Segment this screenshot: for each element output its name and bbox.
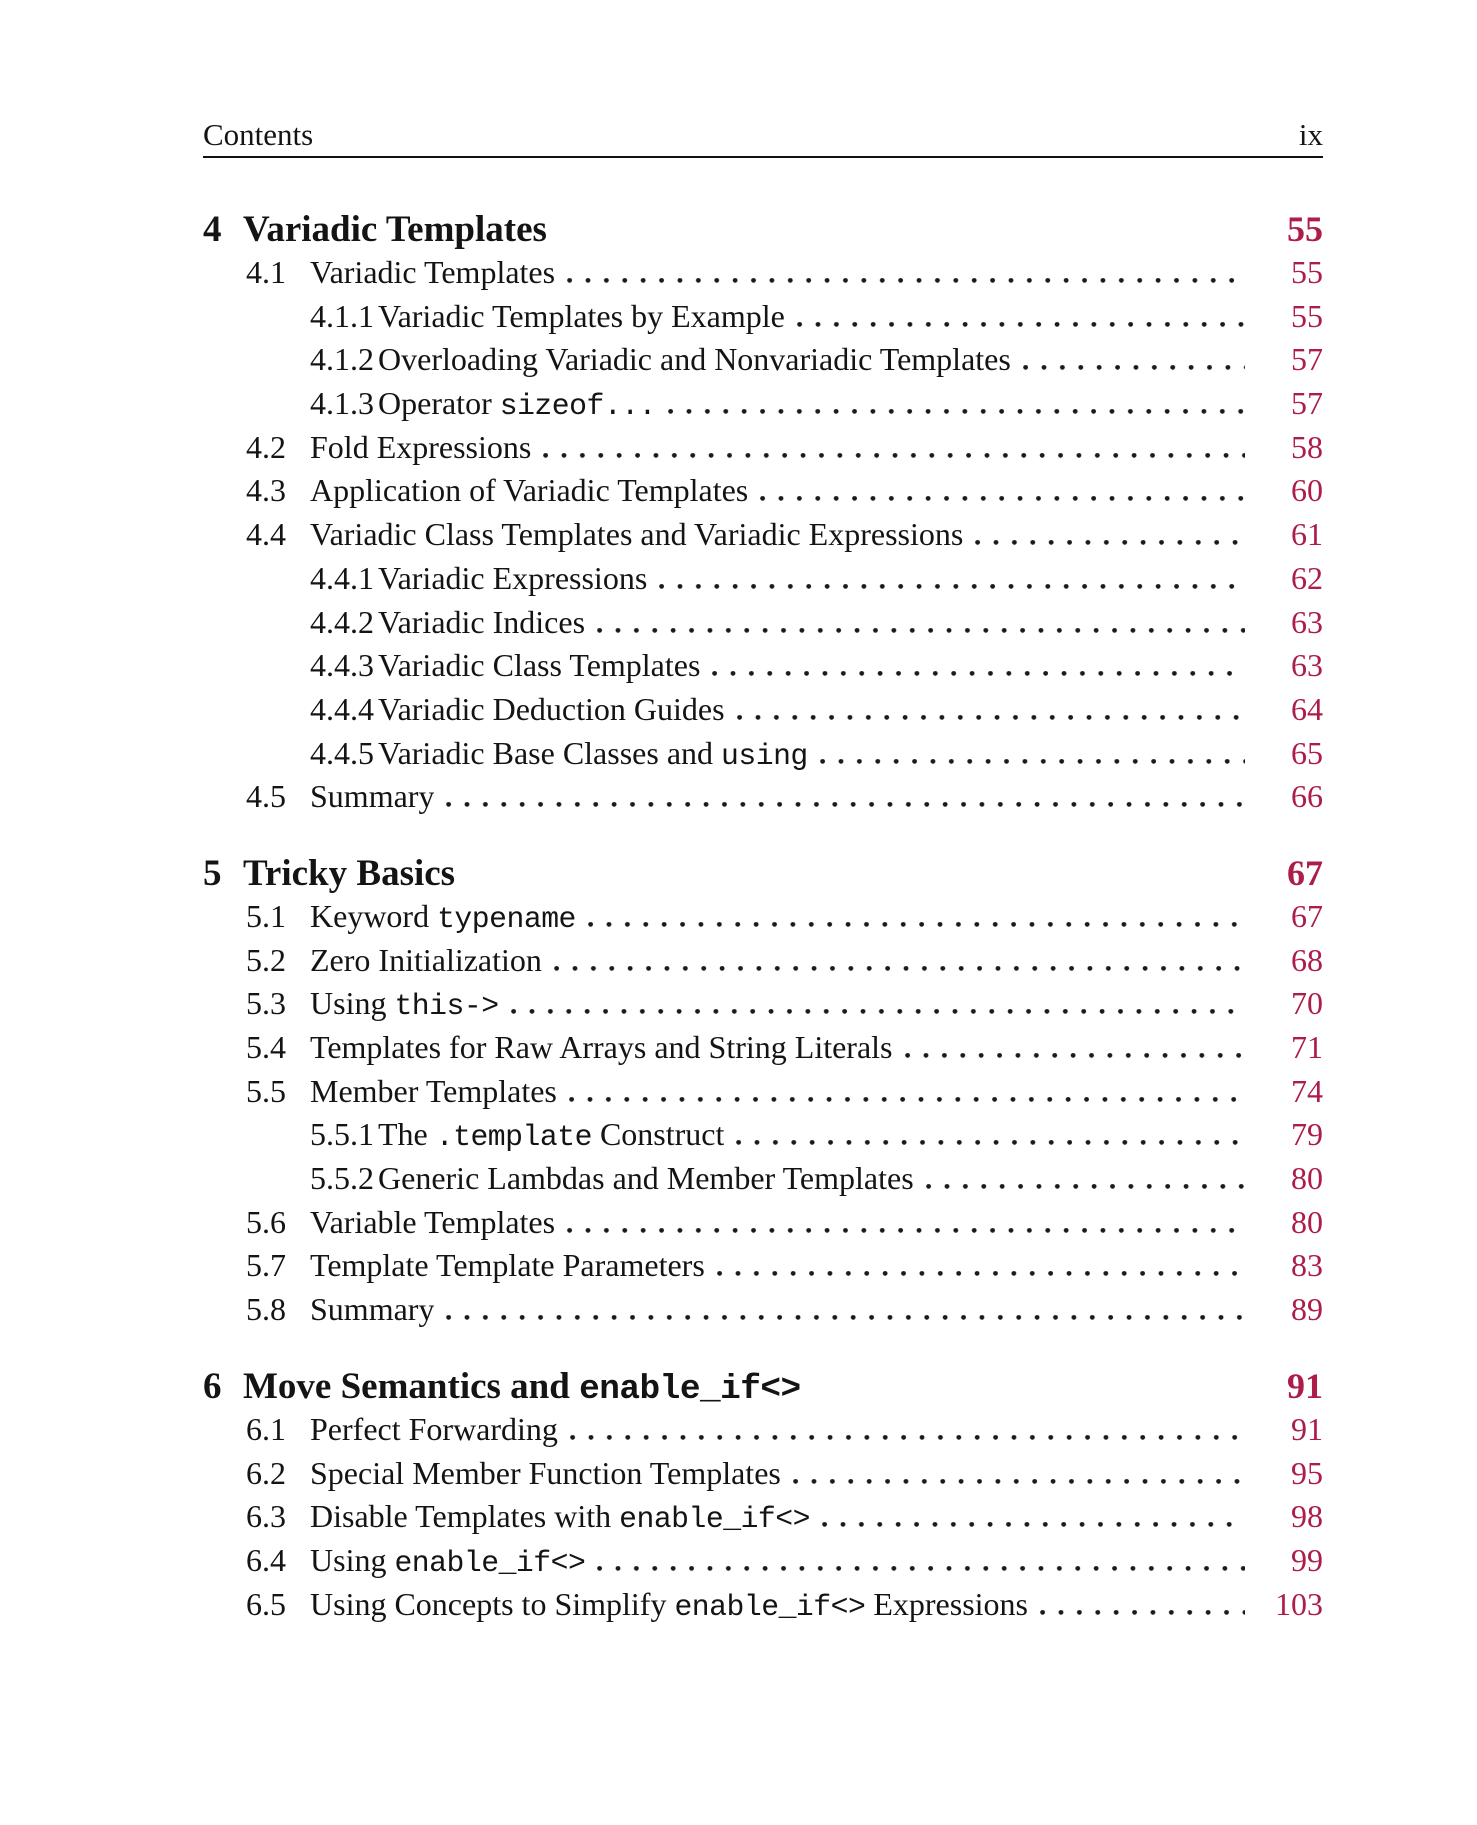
entry-number: 6.1 bbox=[246, 1410, 286, 1447]
entry-number: 4.1.2 bbox=[310, 341, 374, 378]
entry-number: 4 bbox=[203, 209, 222, 250]
entry-page-number: 67 bbox=[1291, 897, 1323, 934]
entry-page-number: 60 bbox=[1291, 472, 1323, 509]
title-text: The bbox=[378, 1116, 436, 1153]
entry-number: 5.2 bbox=[246, 941, 286, 978]
title-text: Variadic Templates by Example bbox=[378, 297, 785, 334]
entry-number: 4.4.4 bbox=[310, 690, 374, 727]
toc-entry[interactable] bbox=[203, 647, 1323, 691]
entry-number: 5.5.1 bbox=[310, 1116, 374, 1153]
inline-code: this-> bbox=[394, 989, 499, 1024]
toc-entry[interactable] bbox=[203, 472, 1323, 516]
entry-number: 6.3 bbox=[246, 1498, 286, 1535]
dot-leader bbox=[822, 1522, 1245, 1527]
entry-number: 5.7 bbox=[246, 1247, 286, 1284]
entry-page-number: 57 bbox=[1291, 385, 1323, 422]
entry-number: 6.5 bbox=[246, 1585, 286, 1622]
entry-title bbox=[310, 942, 542, 979]
entry-page-number: 68 bbox=[1291, 941, 1323, 978]
entry-title bbox=[378, 691, 725, 728]
title-text: Member Templates bbox=[310, 1072, 557, 1109]
toc-entry[interactable] bbox=[203, 1073, 1323, 1117]
dot-leader bbox=[569, 1097, 1245, 1102]
running-header-page-number: ix bbox=[1298, 117, 1323, 152]
toc-chapter-entry[interactable] bbox=[203, 208, 1323, 254]
entry-title bbox=[310, 985, 499, 1023]
inline-code: .template bbox=[435, 1120, 592, 1155]
entry-page-number: 91 bbox=[1287, 1365, 1323, 1406]
toc-entry[interactable] bbox=[203, 560, 1323, 604]
inline-code: enable_if<> bbox=[674, 1589, 866, 1624]
entry-number: 4.2 bbox=[246, 428, 286, 465]
dot-leader bbox=[567, 278, 1245, 283]
entry-number: 6.2 bbox=[246, 1454, 286, 1491]
toc-page bbox=[203, 0, 1323, 1629]
entry-number: 5.4 bbox=[246, 1029, 286, 1065]
toc-entry[interactable] bbox=[203, 942, 1323, 986]
entry-title bbox=[378, 298, 785, 335]
dot-leader bbox=[543, 453, 1245, 458]
toc-chapter-entry[interactable] bbox=[203, 1365, 1323, 1411]
dot-leader bbox=[567, 1228, 1245, 1233]
entry-number: 5.6 bbox=[246, 1203, 286, 1240]
dot-leader bbox=[668, 409, 1245, 414]
title-text: Template Template Parameters bbox=[310, 1247, 705, 1284]
toc-entry[interactable] bbox=[203, 298, 1323, 342]
entry-page-number: 103 bbox=[1275, 1585, 1323, 1622]
entry-page-number: 62 bbox=[1291, 559, 1323, 596]
title-text: Variadic Class Templates bbox=[378, 647, 701, 684]
entry-title bbox=[310, 898, 576, 936]
title-text: Summary bbox=[310, 1291, 435, 1328]
dot-leader bbox=[659, 584, 1245, 589]
entry-number: 4.4.1 bbox=[310, 559, 374, 596]
dot-leader bbox=[597, 628, 1245, 633]
title-text: Variadic Templates bbox=[310, 254, 556, 290]
dot-leader bbox=[926, 1184, 1245, 1189]
entry-page-number: 66 bbox=[1291, 778, 1323, 815]
chapter-block bbox=[203, 852, 1323, 1335]
entry-number: 4.1.3 bbox=[310, 385, 374, 422]
entry-number: 5.5.2 bbox=[310, 1160, 374, 1197]
entry-title bbox=[310, 1411, 558, 1448]
running-header bbox=[203, 118, 1323, 152]
toc-entry[interactable] bbox=[203, 604, 1323, 648]
title-text: Summary bbox=[310, 778, 435, 815]
toc-entry[interactable] bbox=[203, 1204, 1323, 1248]
toc-entry[interactable] bbox=[203, 1116, 1323, 1160]
entry-number: 4.1.1 bbox=[310, 297, 374, 334]
entry-title bbox=[310, 1498, 810, 1536]
title-text: Move Semantics and bbox=[243, 1365, 580, 1407]
chapter-block bbox=[203, 1365, 1323, 1629]
title-text: Special Member Function Templates bbox=[310, 1454, 781, 1491]
title-text: Variadic Templates bbox=[243, 209, 547, 250]
entry-number: 4.3 bbox=[246, 472, 286, 509]
entry-page-number: 63 bbox=[1291, 603, 1323, 640]
entry-title bbox=[310, 1542, 585, 1580]
dot-leader bbox=[1023, 365, 1245, 370]
title-text: Variadic Base Classes and bbox=[378, 734, 722, 771]
entry-title bbox=[310, 778, 434, 815]
entry-number: 5.3 bbox=[246, 985, 286, 1022]
entry-number: 4.5 bbox=[246, 778, 286, 815]
entry-page-number: 57 bbox=[1291, 341, 1323, 378]
entry-title bbox=[310, 516, 963, 553]
entry-page-number: 67 bbox=[1287, 852, 1323, 893]
entry-title bbox=[310, 254, 555, 291]
title-text: Variadic Expressions bbox=[378, 559, 648, 596]
entry-title bbox=[243, 1365, 801, 1409]
inline-code: using bbox=[721, 738, 808, 773]
entry-title bbox=[310, 1204, 555, 1241]
table-of-contents bbox=[203, 208, 1323, 1629]
entry-page-number: 95 bbox=[1291, 1454, 1323, 1491]
title-text: Using bbox=[310, 1541, 395, 1578]
entry-page-number: 74 bbox=[1291, 1072, 1323, 1109]
toc-entry[interactable] bbox=[203, 1029, 1323, 1073]
entry-title bbox=[378, 647, 700, 684]
dot-leader bbox=[1040, 1610, 1245, 1615]
inline-code: enable_if<> bbox=[619, 1502, 810, 1537]
title-text: Application of Variadic Templates bbox=[310, 472, 749, 509]
dot-leader bbox=[554, 966, 1245, 971]
entry-page-number: 83 bbox=[1291, 1247, 1323, 1284]
title-text: Variadic Indices bbox=[378, 603, 586, 640]
title-text: Perfect Forwarding bbox=[310, 1410, 558, 1447]
entry-title bbox=[378, 604, 585, 641]
spacer bbox=[559, 236, 1245, 241]
entry-title bbox=[378, 560, 647, 597]
chapter-block bbox=[203, 208, 1323, 822]
title-text: Keyword bbox=[310, 897, 438, 934]
toc-entry[interactable] bbox=[203, 1542, 1323, 1586]
title-text: Expressions bbox=[865, 1585, 1028, 1622]
dot-leader bbox=[820, 759, 1245, 764]
entry-number: 4.4.5 bbox=[310, 734, 374, 771]
dot-leader bbox=[712, 671, 1245, 676]
entry-number: 6 bbox=[203, 1365, 222, 1407]
entry-title bbox=[310, 1247, 705, 1284]
spacer bbox=[813, 1393, 1245, 1398]
dot-leader bbox=[737, 715, 1245, 720]
toc-entry[interactable] bbox=[203, 898, 1323, 942]
title-text: Construct bbox=[591, 1116, 725, 1153]
dot-leader bbox=[793, 1479, 1245, 1484]
toc-entry[interactable] bbox=[203, 778, 1323, 822]
dot-leader bbox=[797, 322, 1245, 327]
entry-number: 4.4 bbox=[246, 516, 286, 553]
entry-title bbox=[310, 1586, 1028, 1624]
toc-entry[interactable] bbox=[203, 254, 1323, 298]
toc-entry[interactable] bbox=[203, 691, 1323, 735]
spacer bbox=[467, 880, 1245, 885]
toc-entry[interactable] bbox=[203, 385, 1323, 429]
inline-code: enable_if<> bbox=[579, 1369, 801, 1409]
title-text: Templates for Raw Arrays and String Literals bbox=[310, 1029, 893, 1065]
toc-entry[interactable] bbox=[203, 735, 1323, 779]
title-text: Tricky Basics bbox=[243, 852, 456, 894]
entry-page-number: 98 bbox=[1291, 1498, 1323, 1535]
entry-title bbox=[310, 472, 748, 509]
entry-page-number: 65 bbox=[1291, 734, 1323, 771]
entry-number: 4.1 bbox=[246, 254, 286, 290]
title-text: Variadic Class Templates and Variadic Expressions bbox=[310, 516, 964, 553]
entry-title bbox=[310, 1455, 781, 1492]
entry-page-number: 99 bbox=[1291, 1541, 1323, 1578]
entry-page-number: 79 bbox=[1291, 1116, 1323, 1153]
entry-title bbox=[243, 852, 455, 895]
title-text: Zero Initialization bbox=[310, 941, 542, 978]
toc-entry[interactable] bbox=[203, 985, 1323, 1029]
entry-title bbox=[310, 1029, 893, 1066]
title-text: Variadic Deduction Guides bbox=[378, 690, 725, 727]
title-text: Using bbox=[310, 985, 395, 1022]
entry-page-number: 70 bbox=[1291, 985, 1323, 1022]
entry-number: 5.1 bbox=[246, 897, 286, 934]
entry-title bbox=[378, 1160, 914, 1197]
entry-title bbox=[310, 1291, 434, 1328]
title-text: Generic Lambdas and Member Templates bbox=[378, 1160, 914, 1197]
entry-page-number: 55 bbox=[1287, 209, 1323, 249]
entry-number: 4.4.2 bbox=[310, 603, 374, 640]
entry-title bbox=[378, 341, 1011, 378]
toc-entry[interactable] bbox=[203, 516, 1323, 560]
toc-entry[interactable] bbox=[203, 341, 1323, 385]
dot-leader bbox=[717, 1271, 1245, 1276]
entry-title bbox=[378, 1116, 724, 1154]
toc-entry[interactable] bbox=[203, 1498, 1323, 1542]
entry-title bbox=[310, 1073, 557, 1110]
toc-entry[interactable] bbox=[203, 1411, 1323, 1455]
title-text: Variable Templates bbox=[310, 1203, 556, 1240]
entry-page-number: 80 bbox=[1291, 1160, 1323, 1197]
dot-leader bbox=[975, 540, 1245, 545]
entry-number: 6.4 bbox=[246, 1541, 286, 1578]
toc-entry[interactable] bbox=[203, 1160, 1323, 1204]
title-text: Operator bbox=[378, 385, 500, 422]
entry-page-number: 80 bbox=[1291, 1203, 1323, 1240]
entry-page-number: 58 bbox=[1291, 428, 1323, 465]
title-text: Using Concepts to Simplify bbox=[310, 1585, 675, 1622]
entry-title bbox=[243, 208, 547, 251]
toc-entry[interactable] bbox=[203, 1291, 1323, 1335]
entry-number: 5.8 bbox=[246, 1291, 286, 1328]
entry-page-number: 64 bbox=[1291, 690, 1323, 727]
dot-leader bbox=[570, 1435, 1245, 1440]
title-text: Overloading Variadic and Nonvariadic Templates bbox=[378, 341, 1011, 378]
entry-page-number: 89 bbox=[1291, 1291, 1323, 1328]
entry-page-number: 55 bbox=[1291, 297, 1323, 334]
dot-leader bbox=[511, 1009, 1245, 1014]
entry-title bbox=[310, 429, 531, 466]
entry-title bbox=[378, 385, 656, 423]
entry-page-number: 61 bbox=[1291, 516, 1323, 553]
toc-entry[interactable] bbox=[203, 1455, 1323, 1499]
header-rule bbox=[203, 156, 1323, 158]
dot-leader bbox=[446, 802, 1245, 807]
title-text: Fold Expressions bbox=[310, 428, 532, 465]
dot-leader bbox=[760, 496, 1245, 501]
entry-number: 5 bbox=[203, 852, 222, 894]
entry-title bbox=[378, 735, 808, 773]
inline-code: enable_if<> bbox=[394, 1545, 586, 1580]
dot-leader bbox=[736, 1140, 1245, 1145]
entry-page-number: 63 bbox=[1291, 647, 1323, 684]
entry-page-number: 71 bbox=[1291, 1029, 1323, 1065]
toc-entry[interactable] bbox=[203, 1586, 1323, 1630]
entry-number: 4.4.3 bbox=[310, 647, 374, 684]
toc-entry[interactable] bbox=[203, 1247, 1323, 1291]
dot-leader bbox=[905, 1053, 1246, 1058]
inline-code: typename bbox=[437, 901, 576, 936]
running-header-title: Contents bbox=[203, 117, 314, 152]
entry-page-number: 55 bbox=[1291, 254, 1323, 290]
dot-leader bbox=[597, 1566, 1245, 1571]
entry-number: 5.5 bbox=[246, 1072, 286, 1109]
dot-leader bbox=[446, 1315, 1245, 1320]
title-text: Disable Templates with bbox=[310, 1498, 620, 1535]
toc-chapter-entry[interactable] bbox=[203, 852, 1323, 898]
inline-code: sizeof... bbox=[499, 389, 656, 424]
dot-leader bbox=[588, 922, 1245, 927]
entry-page-number: 91 bbox=[1291, 1410, 1323, 1447]
toc-entry[interactable] bbox=[203, 429, 1323, 473]
